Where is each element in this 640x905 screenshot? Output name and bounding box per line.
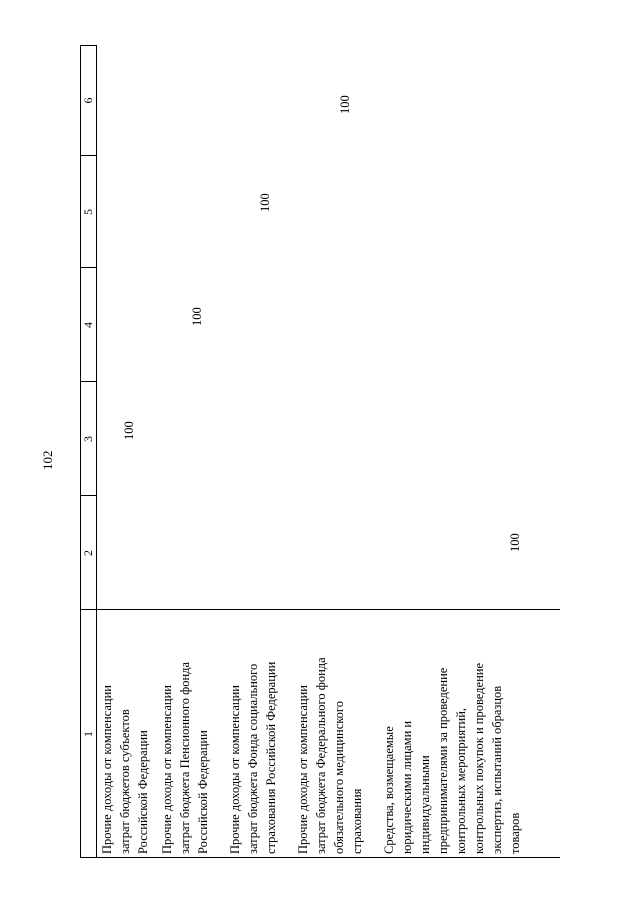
row-label-line: обязательного медицинского bbox=[332, 700, 346, 854]
row-value: 100 bbox=[190, 307, 204, 326]
row-label-line: затрат бюджетов субъектов bbox=[118, 709, 132, 854]
row-label-line: страхования bbox=[350, 788, 364, 854]
column-header-3: 3 bbox=[81, 436, 95, 442]
table-row-label bbox=[158, 614, 212, 854]
row-label-line: Российской Федерации bbox=[136, 730, 150, 854]
row-label-line: Прочие доходы от компенсации bbox=[228, 685, 242, 854]
table-left-border bbox=[80, 857, 560, 858]
row-label-line: Прочие доходы от компенсации bbox=[160, 685, 174, 854]
row-label-line: товаров bbox=[508, 812, 522, 854]
row-label-line: Средства, возмещаемые bbox=[382, 726, 396, 854]
table-row-label bbox=[98, 614, 152, 854]
row-label-line: Российской Федерации bbox=[196, 730, 210, 854]
row-label-line: Прочие доходы от компенсации bbox=[100, 685, 114, 854]
row-label-line: затрат бюджета Фонда социального bbox=[246, 663, 260, 854]
row-label-line: экспертиз, испытаний образцов bbox=[490, 685, 504, 854]
page-number: 102 bbox=[40, 450, 55, 470]
column-header-5: 5 bbox=[81, 209, 95, 215]
column-header-6: 6 bbox=[81, 97, 95, 104]
column-header-1: 1 bbox=[81, 731, 95, 737]
column-header-4: 4 bbox=[81, 322, 95, 328]
row-label-line: контрольных мероприятий, bbox=[454, 707, 468, 854]
row-value: 100 bbox=[338, 95, 352, 114]
row-label-line: Прочие доходы от компенсации bbox=[296, 685, 310, 854]
row-label-line: затрат бюджета Пенсионного фонда bbox=[178, 661, 192, 854]
table-row-label bbox=[294, 614, 366, 854]
row-label-line: затрат бюджета Федерального фонда bbox=[314, 657, 328, 854]
row-label-line: страхования Российской Федерации bbox=[264, 661, 278, 854]
row-value: 100 bbox=[122, 421, 136, 440]
row-label-line: индивидуальными bbox=[418, 755, 432, 854]
table-row-label bbox=[226, 614, 280, 854]
row-label-line: предпринимателями за проведение bbox=[436, 667, 450, 854]
row-value: 100 bbox=[258, 193, 272, 212]
column-1-divider bbox=[80, 609, 560, 610]
row-label-line: контрольных покупок и проведение bbox=[472, 662, 486, 854]
row-value: 100 bbox=[508, 533, 522, 552]
table-header-bottom-border bbox=[96, 45, 97, 858]
row-label-line: юридическими лицами и bbox=[400, 720, 414, 854]
table-row-label bbox=[380, 614, 524, 854]
data-table bbox=[80, 45, 560, 858]
column-header-2: 2 bbox=[81, 550, 95, 556]
